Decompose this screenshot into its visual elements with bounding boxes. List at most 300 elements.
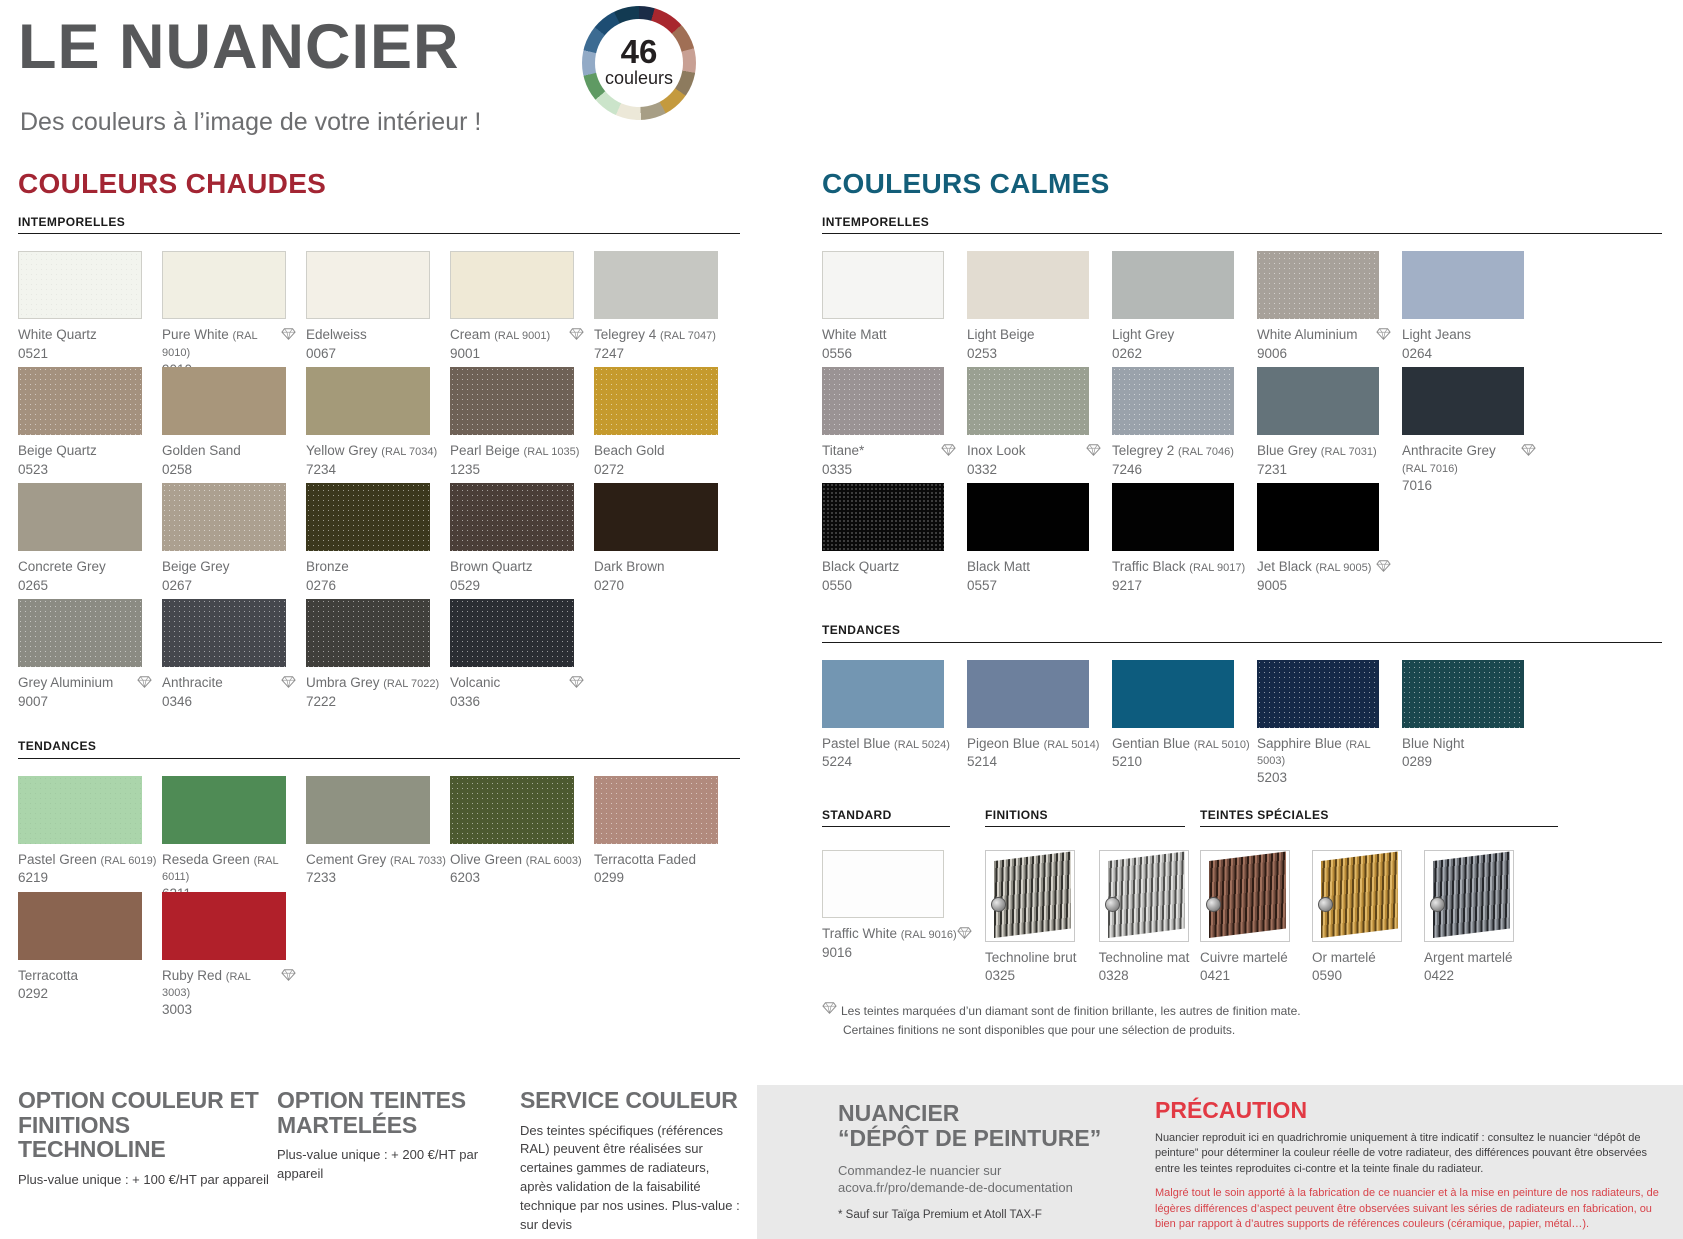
swatch-label	[1200, 950, 1290, 966]
swatch-name: Telegrey 4 (RAL 7047)	[594, 327, 716, 343]
color-swatch-sample	[1112, 483, 1234, 551]
color-swatch	[450, 483, 590, 599]
color-swatch	[967, 483, 1107, 599]
swatch-code: 9006	[1257, 345, 1288, 361]
swatch-label	[18, 968, 158, 984]
color-swatch-sample	[1112, 660, 1234, 728]
swatch-name: Light Grey	[1112, 327, 1175, 343]
diamond-icon	[1376, 327, 1391, 341]
swatch-label	[1257, 443, 1397, 459]
nuancier-title-line1: NUANCIER	[838, 1100, 960, 1126]
nuancier-title-line2: “DÉPÔT DE PEINTURE”	[838, 1125, 1102, 1152]
swatch-label	[594, 327, 734, 343]
color-swatch	[1402, 660, 1542, 776]
color-swatch	[162, 367, 302, 483]
swatch-grid-chaudes-intemporelles	[18, 251, 740, 715]
swatch-name: Beige Quartz	[18, 443, 97, 459]
swatch-code: 0346	[162, 693, 193, 709]
color-swatch	[594, 251, 734, 367]
swatch-name: Anthracite	[162, 675, 223, 691]
color-swatch-sample	[306, 367, 430, 435]
color-swatch-sample	[162, 483, 286, 551]
color-swatch-sample	[306, 599, 430, 667]
swatch-name: Bronze	[306, 559, 349, 575]
swatch-code: 6219	[18, 869, 49, 885]
swatch-label	[450, 559, 590, 575]
radiator-photo	[1200, 850, 1290, 942]
legend-note-line2: Certaines finitions ne sont disponibles que pour une sélection de produits.	[843, 1022, 1236, 1037]
swatch-code: 0328	[1098, 968, 1129, 984]
swatch-name: Titane*	[822, 443, 865, 459]
color-swatch-sample	[18, 251, 142, 319]
swatch-label	[18, 675, 158, 692]
calmes-title: COULEURS CALMES	[822, 168, 1110, 199]
swatch-name: Pearl Beige (RAL 1035)	[450, 443, 580, 459]
color-swatch-sample	[450, 599, 574, 667]
finish-sections	[822, 808, 1662, 984]
swatch-name: Pastel Green (RAL 6019)	[18, 851, 157, 867]
swatch-label	[967, 736, 1107, 752]
swatch-grid-calmes-intemporelles	[822, 251, 1662, 599]
swatch-code: 0265	[18, 577, 49, 593]
diamond-icon	[822, 1004, 837, 1018]
color-swatch-sample	[162, 251, 286, 319]
swatch-label	[1402, 327, 1542, 343]
color-swatch-sample	[822, 251, 944, 319]
swatch-ral: (RAL 9016)	[900, 929, 957, 942]
color-swatch-sample	[967, 251, 1089, 319]
color-swatch-sample	[1257, 660, 1379, 728]
swatch-code: 0276	[306, 577, 337, 593]
diamond-icon	[941, 443, 962, 460]
color-swatch-sample	[18, 776, 142, 844]
swatch-code: 0422	[1424, 968, 1455, 984]
color-swatch-sample	[594, 483, 718, 551]
swatch-label	[594, 443, 734, 459]
swatch-name: Cement Grey (RAL 7033)	[306, 851, 446, 867]
swatch-code: 0262	[1112, 345, 1143, 361]
chaudes-tendances-header	[18, 739, 740, 758]
swatch-name: Concrete Grey	[18, 559, 106, 575]
group-label: STANDARD	[822, 807, 892, 822]
color-swatch	[450, 251, 590, 367]
swatch-code: 0421	[1200, 968, 1231, 984]
group-label: TENDANCES	[18, 739, 97, 754]
diamond-icon	[941, 443, 956, 457]
swatch-ral: (RAL 7033)	[390, 854, 446, 867]
divider	[18, 233, 740, 234]
color-swatch-sample	[594, 776, 718, 844]
diamond-icon	[281, 675, 296, 689]
swatch-label	[450, 327, 590, 344]
precaution-title: PRÉCAUTION	[1155, 1097, 1308, 1123]
swatch-name: Dark Brown	[594, 559, 665, 575]
radiator-fins	[1321, 852, 1398, 938]
swatch-name: Sapphire Blue (RAL 5003)	[1257, 735, 1371, 767]
color-count: 46	[620, 33, 658, 71]
swatch-label	[967, 559, 1107, 575]
swatch-code: 0289	[1402, 753, 1433, 769]
swatch-name: White Aluminium	[1257, 327, 1358, 343]
swatch-code: 0258	[162, 461, 193, 477]
finitions-group	[985, 808, 1200, 984]
diamond-icon	[569, 327, 584, 341]
swatch-label	[18, 327, 158, 343]
footer-panel	[757, 1085, 1683, 1239]
color-swatch	[1257, 251, 1397, 367]
diamond-icon	[1086, 443, 1107, 460]
color-swatch	[822, 367, 962, 483]
color-swatch	[1112, 660, 1252, 776]
color-swatch-sample	[822, 660, 944, 728]
color-swatch-sample	[18, 483, 142, 551]
color-swatch	[985, 850, 1077, 983]
color-swatch	[1257, 483, 1397, 599]
swatch-code: 7246	[1112, 461, 1143, 477]
color-swatch	[1402, 367, 1542, 493]
color-swatch-sample	[1402, 367, 1524, 435]
color-swatch-sample	[18, 892, 142, 960]
teintes-speciales-group	[1200, 808, 1570, 984]
color-swatch	[18, 776, 158, 892]
swatch-name: Terracotta Faded	[594, 851, 697, 867]
legend-note-line1	[822, 1001, 1662, 1021]
color-swatch-sample	[822, 850, 944, 918]
color-swatch	[1200, 850, 1290, 983]
swatch-label	[822, 443, 962, 460]
color-swatch	[822, 251, 962, 367]
swatch-name: Beige Grey	[162, 559, 230, 575]
color-swatch	[450, 776, 590, 892]
diamond-icon	[281, 327, 302, 344]
radiator-valve	[1105, 897, 1120, 912]
swatch-code: 0264	[1402, 345, 1433, 361]
swatch-name: Blue Grey (RAL 7031)	[1257, 443, 1377, 459]
chaudes-intemporelles-header	[18, 215, 740, 234]
swatch-label	[1257, 559, 1397, 576]
swatch-name: Umbra Grey (RAL 7022)	[306, 675, 440, 691]
swatch-code: 7222	[306, 693, 337, 709]
swatch-name: Gentian Blue (RAL 5010)	[1112, 735, 1250, 751]
swatch-code: 5224	[822, 753, 853, 769]
color-swatch-sample	[967, 367, 1089, 435]
color-swatch-sample	[1257, 367, 1379, 435]
color-swatch-sample	[1402, 251, 1524, 319]
color-swatch	[967, 251, 1107, 367]
color-swatch-sample	[18, 367, 142, 435]
swatch-grid-speciales	[1200, 850, 1570, 983]
color-swatch	[162, 251, 302, 367]
color-swatch	[1257, 660, 1397, 786]
diamond-icon	[569, 675, 584, 689]
swatch-label	[18, 443, 158, 459]
color-swatch	[594, 367, 734, 483]
diamond-icon	[137, 675, 158, 692]
nuancier-depot-block	[838, 1100, 1118, 1221]
swatch-ral: (RAL 7047)	[660, 330, 716, 343]
color-swatch	[967, 660, 1107, 776]
diamond-icon	[281, 675, 302, 692]
swatch-name: White Quartz	[18, 327, 97, 343]
swatch-code: 9005	[1257, 577, 1288, 593]
swatch-name: Light Beige	[967, 327, 1035, 343]
color-swatch-sample	[162, 776, 286, 844]
swatch-ral: (RAL 6011)	[162, 854, 279, 883]
diamond-icon	[1376, 559, 1397, 576]
swatch-label	[450, 675, 590, 692]
color-swatch	[1099, 850, 1190, 983]
swatch-name: Cream (RAL 9001)	[450, 327, 551, 343]
swatch-label	[306, 675, 446, 691]
swatch-ral: (RAL 6003)	[525, 854, 582, 867]
swatch-code: 0267	[162, 577, 193, 593]
diamond-icon	[569, 327, 590, 344]
swatch-name: Pastel Blue (RAL 5024)	[822, 735, 950, 751]
diamond-icon	[1376, 559, 1391, 573]
color-swatch	[1112, 251, 1252, 367]
swatch-name: Technoline mat	[1098, 950, 1190, 966]
swatch-grid-standard	[822, 850, 985, 960]
swatch-code: 0556	[822, 345, 853, 361]
swatch-label	[1112, 559, 1252, 575]
swatch-name: Golden Sand	[162, 443, 241, 459]
swatch-code: 6203	[450, 869, 481, 885]
swatch-label	[306, 443, 446, 459]
swatch-label	[1257, 327, 1397, 344]
precaution-body-dark: Nuancier reproduit ici en quadrichromie uniquement à titre indicatif : consultez le nuancier “dépôt de peinture” pour déterminer la couleur réelle de votre radiateur, des différences pouvant être observées entre les teintes reproduites ci-contre et la teinte finale du radiateur.	[1155, 1132, 1648, 1175]
radiator-fins	[1433, 852, 1510, 938]
diamond-icon	[281, 327, 296, 341]
swatch-code: 9016	[822, 944, 853, 960]
color-swatch	[1424, 850, 1514, 983]
color-swatch	[306, 776, 446, 892]
swatch-code: 0521	[18, 345, 49, 361]
swatch-grid-calmes-tendances	[822, 660, 1662, 786]
color-swatch-sample	[594, 251, 718, 319]
swatch-label	[162, 559, 302, 575]
nuancier-footnote: * Sauf sur Taïga Premium et Atoll TAX-F	[838, 1209, 1042, 1221]
color-swatch	[18, 367, 158, 483]
calmes-intemporelles-header	[822, 215, 1662, 234]
color-swatch	[162, 483, 302, 599]
color-count-label: couleurs	[604, 67, 674, 88]
diamond-icon	[1086, 443, 1101, 457]
legend-note-text1: Les teintes marquées d’un diamant sont de finition brillante, les autres de finition mate.	[841, 1004, 1301, 1019]
swatch-ral: (RAL 7046)	[1178, 446, 1234, 459]
swatch-label	[967, 327, 1107, 343]
swatch-code: 7247	[594, 345, 625, 361]
diamond-icon	[1521, 443, 1542, 460]
swatch-label	[1257, 736, 1397, 768]
swatch-code: 3003	[162, 1002, 193, 1018]
swatch-name: Or martelé	[1312, 950, 1376, 966]
color-swatch	[450, 367, 590, 483]
color-swatch	[1257, 367, 1397, 483]
divider	[822, 642, 1662, 643]
swatch-code: 5203	[1257, 770, 1288, 786]
radiator-photo	[1099, 850, 1189, 942]
swatch-name: Telegrey 2 (RAL 7046)	[1112, 443, 1234, 459]
diamond-icon	[281, 968, 302, 985]
option-body: Plus-value unique : + 100 €/HT par appareil	[18, 1171, 269, 1187]
swatch-label	[18, 852, 158, 868]
color-swatch	[1112, 367, 1252, 483]
swatch-label	[1099, 950, 1190, 966]
radiator-photo	[1424, 850, 1514, 942]
swatch-name: Beach Gold	[594, 443, 665, 459]
color-swatch-sample	[1112, 251, 1234, 319]
swatch-label	[1312, 950, 1402, 966]
swatch-name: Traffic White (RAL 9016)	[822, 926, 957, 942]
swatch-code: 0332	[967, 461, 998, 477]
swatch-name: Edelweiss	[306, 327, 367, 343]
swatch-code: 0590	[1312, 968, 1343, 984]
swatch-ral: (RAL 9005)	[1315, 562, 1372, 575]
swatch-code: 0067	[306, 345, 337, 361]
swatch-code: 0336	[450, 693, 481, 709]
color-swatch	[822, 483, 962, 599]
color-swatch-sample	[1112, 367, 1234, 435]
swatch-ral: (RAL 9010)	[162, 330, 258, 359]
swatch-label	[1402, 443, 1542, 475]
section-couleurs-chaudes	[18, 168, 740, 1018]
swatch-ral: (RAL 5003)	[1257, 738, 1371, 767]
group-label: INTEMPORELLES	[822, 215, 930, 229]
color-swatch-sample	[306, 483, 430, 551]
diamond-icon	[137, 675, 152, 689]
swatch-code: 7234	[306, 461, 337, 477]
precaution-block	[1155, 1097, 1667, 1232]
option-title: OPTION COULEUR ET FINITIONS TECHNOLINE	[18, 1087, 259, 1163]
swatch-label	[162, 675, 302, 692]
swatch-ral: (RAL 1035)	[523, 446, 580, 459]
radiator-photo	[1312, 850, 1402, 942]
swatch-code: 5210	[1112, 753, 1143, 769]
color-swatch	[822, 660, 962, 776]
color-swatch-sample	[450, 367, 574, 435]
swatch-name: Black Quartz	[822, 559, 900, 575]
nuancier-depot-body: Commandez-le nuancier sur acova.fr/pro/demande-de-documentation	[838, 1162, 1073, 1196]
diamond-icon	[1376, 327, 1397, 344]
swatch-name: Pure White (RAL 9010)	[162, 327, 258, 359]
color-swatch	[162, 892, 302, 1018]
divider	[18, 758, 740, 759]
color-swatch	[162, 776, 302, 892]
radiator-fins	[994, 852, 1071, 938]
swatch-label	[306, 852, 446, 868]
swatch-label	[594, 559, 734, 575]
nuancier-depot-title	[838, 1101, 1118, 1152]
swatch-ral: (RAL 5014)	[1043, 738, 1100, 751]
swatch-code: 0325	[985, 968, 1016, 984]
color-swatch-sample	[450, 483, 574, 551]
swatch-label	[18, 559, 158, 575]
swatch-ral: (RAL 9001)	[494, 330, 551, 343]
swatch-ral: (RAL 3003)	[162, 970, 251, 999]
color-swatch	[822, 850, 978, 960]
swatch-name: Cuivre martelé	[1200, 950, 1288, 966]
diamond-icon	[281, 968, 296, 982]
diamond-icon	[1521, 443, 1536, 457]
group-label: TENDANCES	[822, 623, 901, 638]
color-swatch-sample	[822, 367, 944, 435]
swatch-label	[822, 559, 962, 575]
swatch-grid-chaudes-tendances	[18, 776, 740, 1018]
color-swatch	[967, 367, 1107, 483]
diamond-icon	[957, 926, 978, 943]
swatch-code: 0335	[822, 461, 853, 477]
swatch-code: 9007	[18, 693, 49, 709]
swatch-label	[1112, 736, 1252, 752]
swatch-name: Black Matt	[967, 559, 1031, 575]
diamond-icon	[569, 675, 590, 692]
color-swatch-sample	[306, 251, 430, 319]
color-swatch-sample	[1257, 251, 1379, 319]
calmes-tendances-header	[822, 623, 1662, 642]
radiator-photo	[985, 850, 1075, 942]
swatch-label	[985, 950, 1077, 966]
swatch-label	[1112, 327, 1252, 343]
swatch-name: Jet Black (RAL 9005)	[1257, 559, 1372, 575]
swatch-label	[306, 327, 446, 343]
swatch-name: Olive Green (RAL 6003)	[450, 851, 582, 867]
swatch-label	[822, 327, 962, 343]
swatch-name: Argent martelé	[1424, 950, 1513, 966]
divider	[822, 233, 1662, 234]
swatch-code: 0550	[822, 577, 853, 593]
swatch-name: Technoline brut	[985, 950, 1077, 966]
color-swatch	[594, 776, 734, 892]
swatch-name: Terracotta	[18, 967, 79, 983]
swatch-name: Light Jeans	[1402, 327, 1472, 343]
swatch-ral: (RAL 6019)	[100, 854, 157, 867]
swatch-code: 5214	[967, 753, 998, 769]
swatch-ral: (RAL 5010)	[1193, 738, 1250, 751]
swatch-name: Anthracite Grey (RAL 7016)	[1402, 443, 1496, 475]
group-label: FINITIONS	[985, 807, 1048, 822]
radiator-fins	[1209, 852, 1286, 938]
swatch-code: 1235	[450, 461, 481, 477]
service-couleur-block	[520, 1088, 742, 1235]
swatch-grid-finitions	[985, 850, 1200, 983]
divider	[985, 826, 1185, 827]
swatch-code: 0272	[594, 461, 625, 477]
radiator-fins	[1108, 852, 1185, 938]
option-title: SERVICE COULEUR	[520, 1087, 738, 1113]
swatch-code: 0557	[967, 577, 998, 593]
swatch-label	[1424, 950, 1514, 966]
color-count-badge	[595, 19, 683, 107]
swatch-name: Traffic Black (RAL 9017)	[1112, 559, 1246, 575]
page-title: LE NUANCIER	[18, 12, 460, 82]
color-swatch	[306, 367, 446, 483]
standard-group	[822, 808, 985, 984]
swatch-name: Ruby Red (RAL 3003)	[162, 967, 251, 999]
color-swatch	[306, 483, 446, 599]
swatch-label	[162, 443, 302, 459]
color-swatch-sample	[306, 776, 430, 844]
swatch-code: 7233	[306, 869, 337, 885]
color-swatch	[306, 599, 446, 715]
swatch-name: White Matt	[822, 327, 887, 343]
diamond-icon	[957, 926, 972, 940]
swatch-code: 0270	[594, 577, 625, 593]
color-swatch-sample	[162, 599, 286, 667]
swatch-label	[822, 736, 962, 752]
color-swatch	[450, 599, 590, 715]
swatch-label	[162, 327, 302, 359]
swatch-label	[162, 968, 302, 1000]
